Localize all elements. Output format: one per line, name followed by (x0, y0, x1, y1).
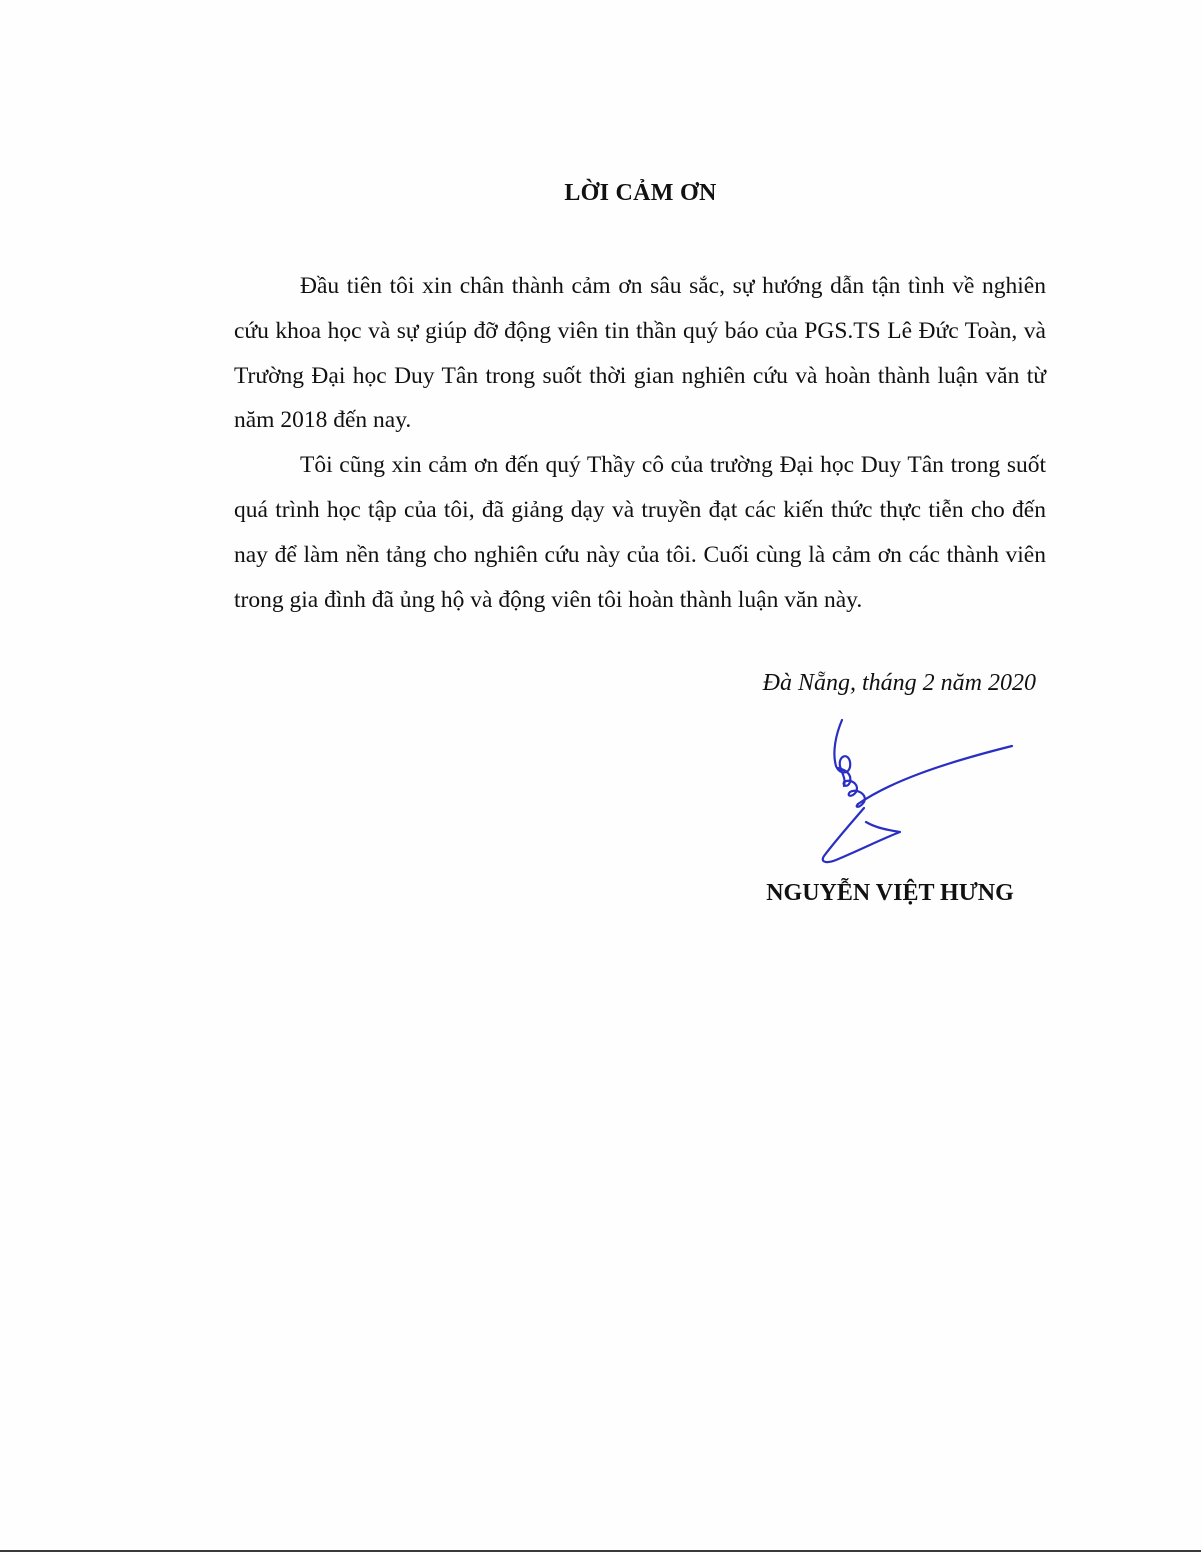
signer-name: NGUYỄN VIỆT HƯNG (766, 880, 1014, 906)
paragraph-2: Tôi cũng xin cảm ơn đến quý Thầy cô của trường Đại học Duy Tân trong suốt quá trình học tập của tôi, đã giảng dạy và truyền đạt các kiến thức thực tiễn cho đến nay để làm nền tảng cho nghiên cứu này của tôi. Cuối cùng là cảm ơn các thành viên trong gia đình đã ủng hộ và động viên tôi hoàn thành luận văn này. (234, 452, 1046, 613)
handwritten-signature (780, 712, 1020, 872)
paragraph-1: Đầu tiên tôi xin chân thành cảm ơn sâu sắc, sự hướng dẫn tận tình về nghiên cứu khoa học và sự giúp đỡ động viên tin thần quý báo của PGS.TS Lê Đức Toàn, và Trường Đại học Duy Tân trong suốt thời gian nghiên cứu và hoàn thành luận văn từ năm 2018 đến nay. (234, 273, 1046, 434)
page-title: LỜI CẢM ƠN (564, 180, 717, 206)
dateline: Đà Nẵng, tháng 2 năm 2020 (762, 670, 1036, 696)
acknowledgement-body (234, 264, 1046, 622)
page-bottom-border (0, 1550, 1201, 1552)
